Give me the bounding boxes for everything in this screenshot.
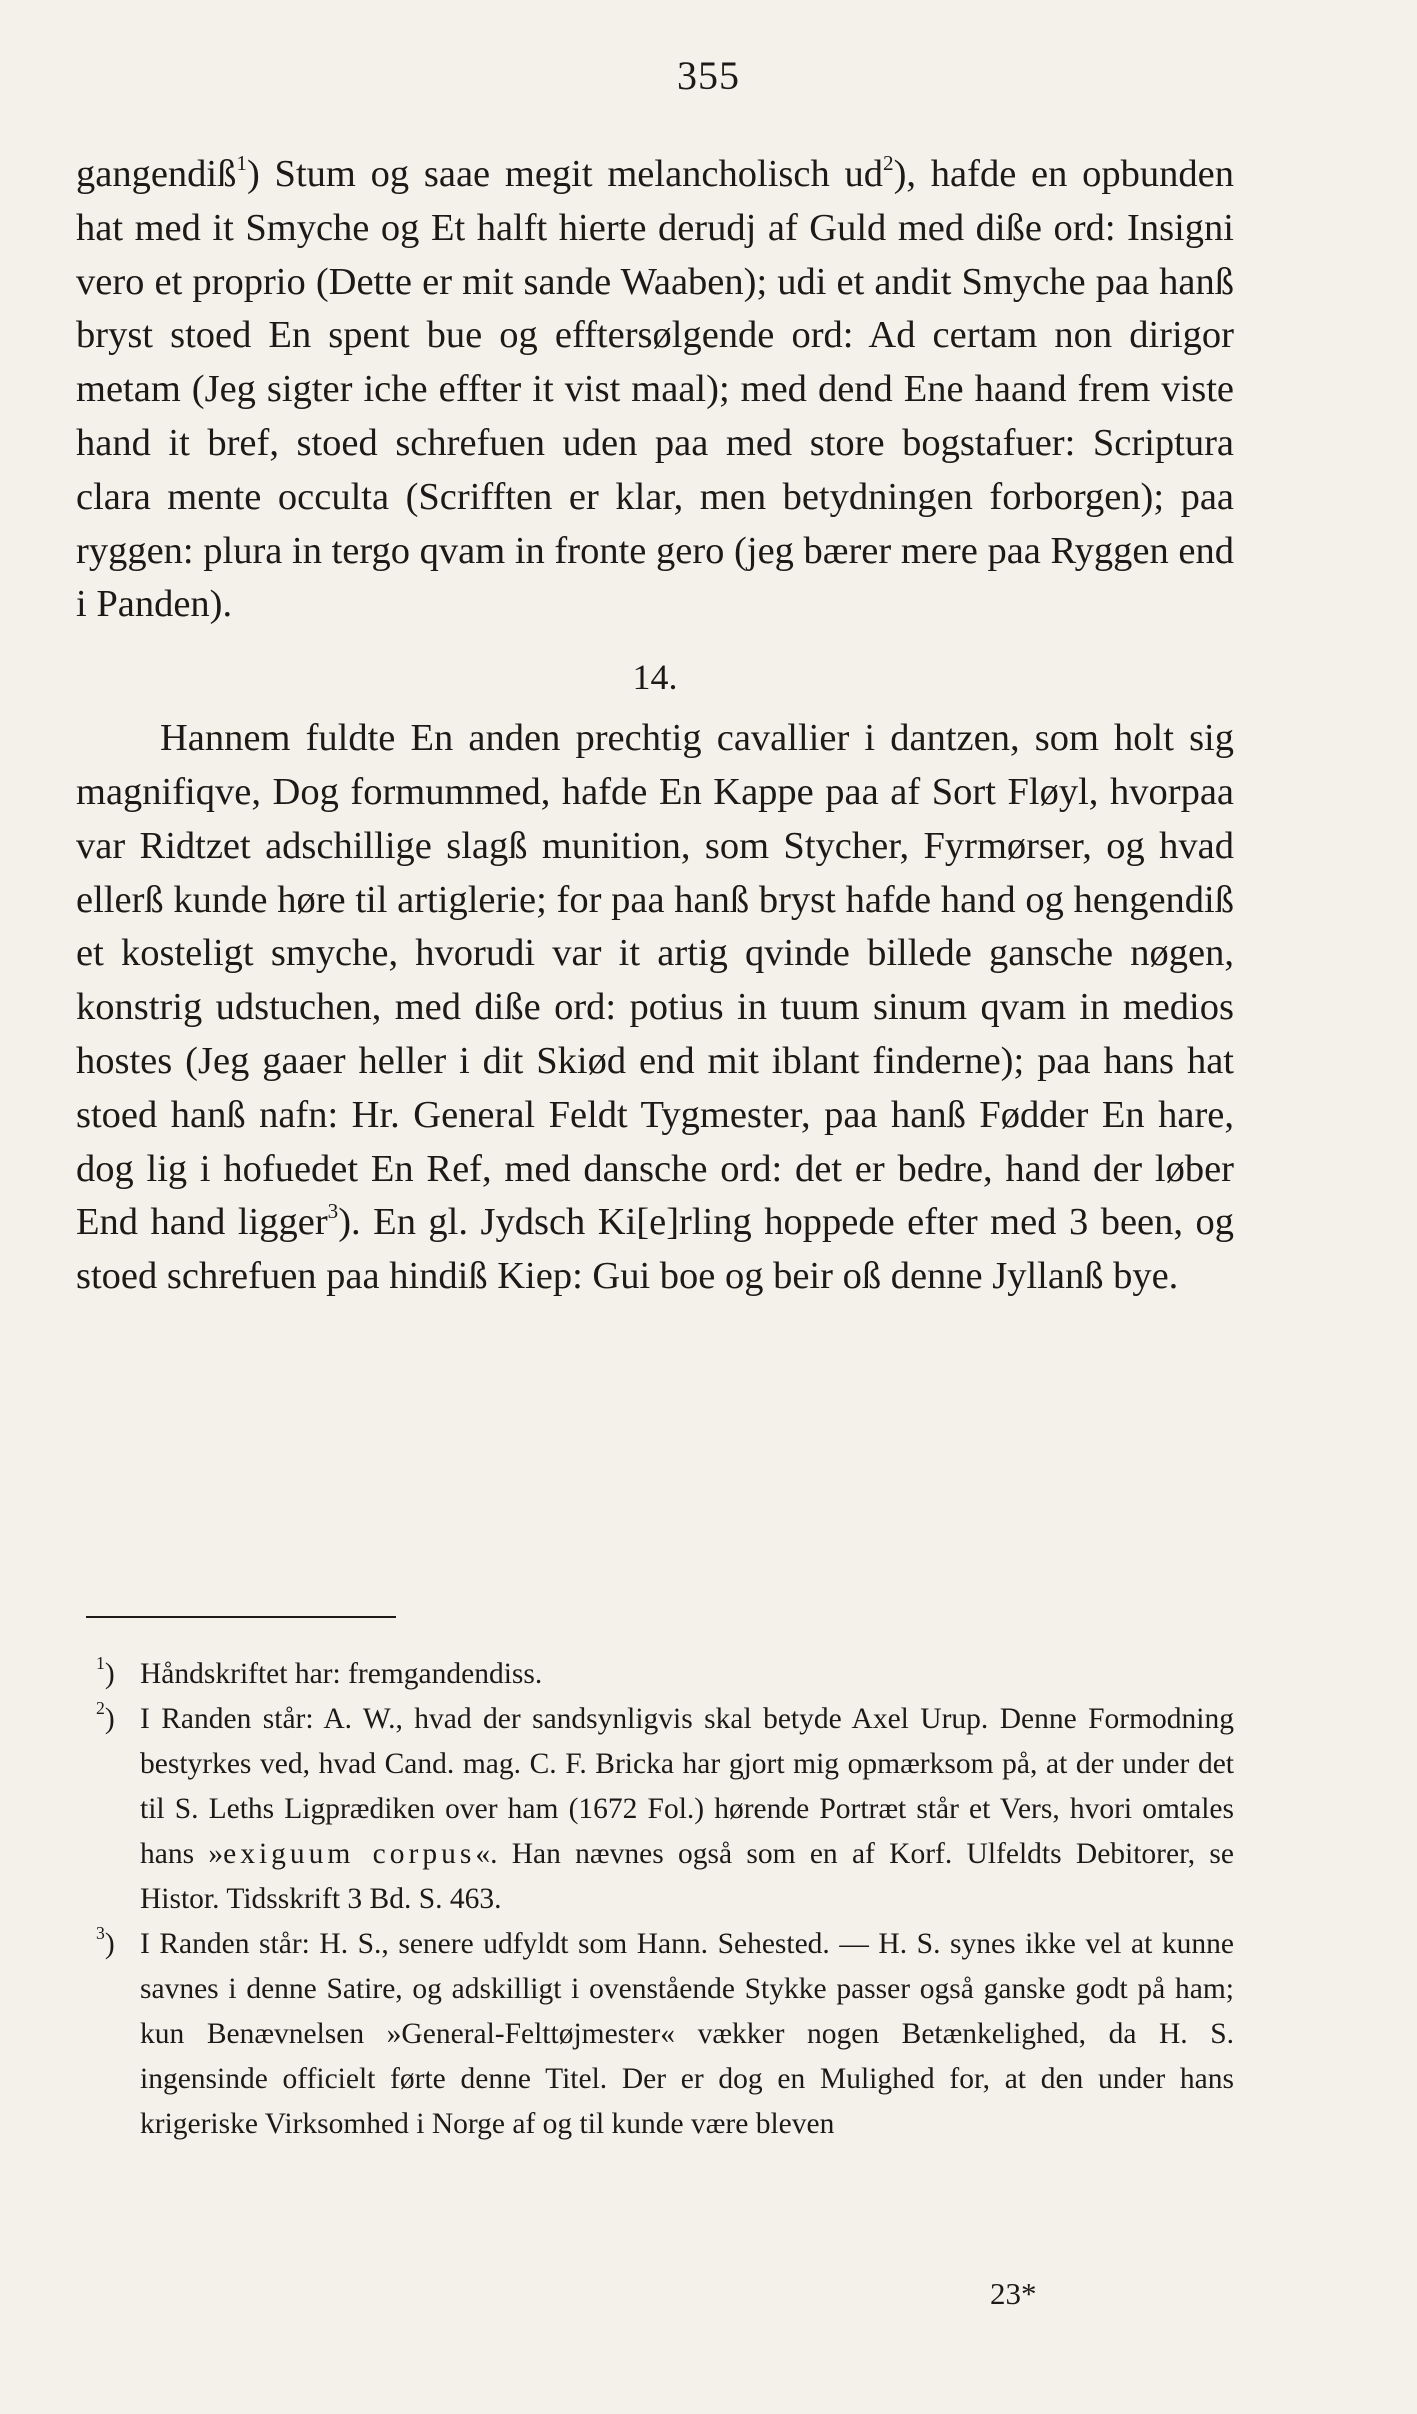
- footnote-3: [96, 1922, 1234, 2147]
- footnote-text-2-spaced: exiguum corpus: [223, 1838, 476, 1870]
- footnote-text-3: I Randen står: H. S., senere udfyldt som Hann. Sehested. — H. S. synes ikke vel at kunne savnes i denne Satire, og adskilligt i ovenstående Stykke passer også ganske godt på ham; kun Benævnelsen »General-Felttøjmester« vækker nogen Betænkelighed, da H. S. ingensinde officielt førte denne Titel. Der er dog en Mulighed for, at den under hans krigeriske Virksomhed i Norge af og til kunde være bleven: [140, 1928, 1234, 2140]
- footnote-ref-2: 2: [883, 151, 894, 176]
- intro-text-part2: ) Stum og saae megit melancholisch ud: [246, 153, 883, 195]
- footnote-text-2b: «. Han nævnes også som en af Korf. Ulfeldts Debitorer, se Histor. Tidsskrift 3 Bd. S. 463.: [140, 1838, 1234, 1915]
- intro-paragraph: [76, 148, 1234, 632]
- footnote-mark-3: $^3$): [96, 1922, 115, 1960]
- section-text-part2: ). En gl. Jydsch Ki[e]rling hoppede efter med 3 been, og stoed schrefuen paa hindiß Kiep: Gui boe og beir oß denne Jyllanß bye.: [76, 1201, 1234, 1298]
- signature-mark: 23*: [990, 2276, 1037, 2311]
- section-text-part1: Hannem fuldte En anden prechtig cavallier i dantzen, som holt sig magnifiqve, Dog formummed, hafde En Kappe paa af Sort Fløyl, hvorpaa var Ridtzet adschillige slagß munition, som Stycher, Fyrmørser, og hvad ellerß kunde høre til artiglerie; for paa hanß bryst hafde hand og hengendiß et kosteligt smyche, hvorudi var it artig qvinde billede gansche nøgen, konstrig udstuchen, med diße ord: potius in tuum sinum qvam in medios hostes (Jeg gaaer heller i dit Skiød end mit iblant finderne); paa hans hat stoed hanß nafn: Hr. General Feldt Tygmester, paa hanß Fødder En hare, dog lig i hofuedet En Ref, med dansche ord: det er bedre, hand der løber End hand ligger: [76, 717, 1234, 1244]
- section-paragraph: [76, 712, 1234, 1304]
- section-number: 14.: [632, 657, 678, 698]
- footnote-mark-1: $^1$): [96, 1652, 115, 1690]
- footnote-text-2a: I Randen står: A. W., hvad der sandsynligvis skal betyde Axel Urup. Denne Formodning bestyrkes ved, hvad Cand. mag. C. F. Bricka har gjort mig opmærksom på, at der under det til S. Leths Ligprædiken over ham (1672 Fol.) hørende Portræt står et Vers, hvori omtales hans »: [140, 1703, 1234, 1870]
- footnote-2: [96, 1697, 1234, 1922]
- intro-text-part3: ), hafde en opbunden hat med it Smyche og Et halft hierte derudj af Guld med diße ord: Insigni vero et proprio (Dette er mit sande Waaben); udi et andit Smyche paa hanß bryst stoed En spent bue og efftersølgende ord: Ad certam non dirigor metam (Jeg sigter iche effter it vist maal); med dend Ene haand frem viste hand it bref, stoed schrefuen uden paa med store bogstafuer: Scriptura clara mente occulta (Scrifften er klar, men betydningen forborgen); paa ryggen: plura in tergo qvam in fronte gero (jeg bærer mere paa Ryggen end i Panden).: [76, 153, 1235, 626]
- footnote-text-1: Håndskriftet har: fremgandendiss.: [140, 1658, 543, 1690]
- footnote-mark-2: $^2$): [96, 1697, 115, 1735]
- intro-text-part1: gangendiß: [76, 153, 237, 195]
- footnote-divider: [86, 1616, 396, 1618]
- body-text: [76, 148, 1234, 1304]
- footnote-ref-1: 1: [236, 151, 247, 176]
- footnote-ref-3: 3: [327, 1199, 339, 1224]
- page-number: 355: [677, 53, 740, 98]
- footnote-1: [96, 1652, 1234, 1697]
- footnotes: [96, 1652, 1234, 2147]
